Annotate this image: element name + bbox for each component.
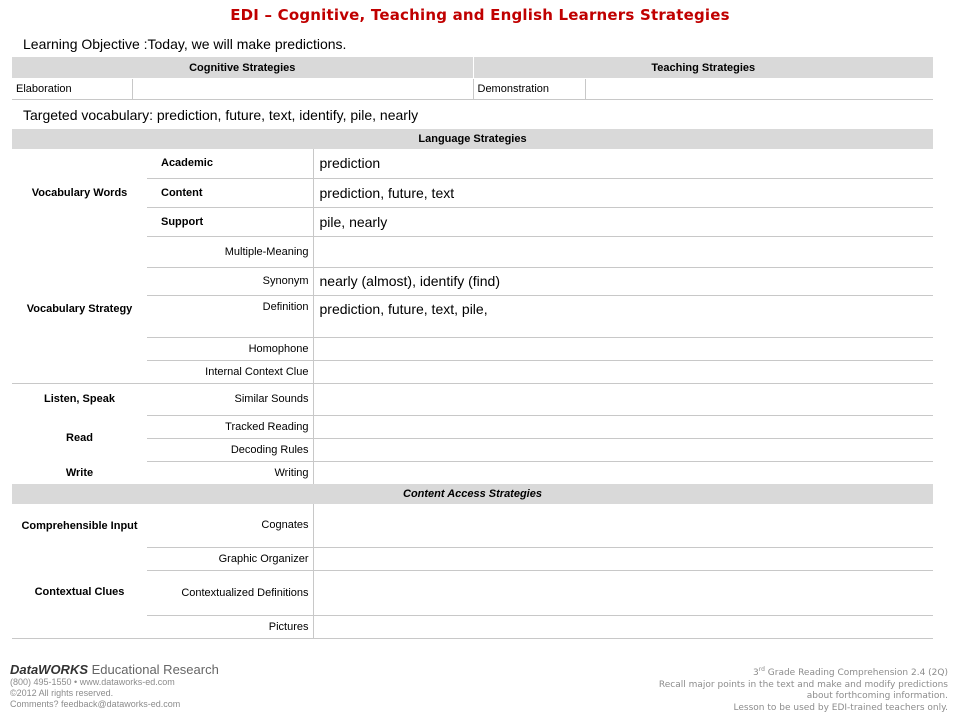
dataworks-logo [10, 662, 219, 677]
listen-speak-group: Listen, Speak [44, 393, 115, 406]
multiple-meaning-label: Multiple-Meaning [147, 236, 313, 267]
teaching-strategies-header: Teaching Strategies [473, 57, 933, 79]
grade-number: 3 [753, 668, 759, 678]
content-label: Content [147, 178, 313, 207]
definition-value: prediction, future, text, pile, [313, 295, 933, 337]
brand-rest: Educational Research [88, 662, 219, 677]
brand-name: DataWORKS [10, 662, 89, 677]
cognitive-strategy-value: Elaboration [12, 79, 132, 100]
language-strategies-header: Language Strategies [12, 129, 933, 149]
vocabulary-strategy-group: Vocabulary Strategy [12, 236, 147, 383]
pictures-value [313, 615, 933, 638]
language-strategies-table [12, 129, 933, 639]
pictures-label: Pictures [147, 615, 313, 638]
support-value: pile, nearly [313, 207, 933, 236]
multiple-meaning-value [313, 236, 933, 267]
contextual-clues-group: Contextual Clues [12, 547, 147, 638]
academic-label: Academic [147, 149, 313, 178]
contextualized-definitions-label: Contextualized Definitions [147, 570, 313, 615]
tracked-reading-value [313, 415, 933, 438]
writing-label: Writing [147, 461, 313, 484]
learning-objective: Learning Objective :Today, we will make predictions. [23, 36, 347, 52]
usage-note: Lesson to be used by EDI-trained teachers only. [733, 702, 948, 713]
content-value: prediction, future, text [313, 178, 933, 207]
comprehensible-input-group: Comprehensible Input [21, 519, 138, 532]
footer-right [659, 664, 948, 714]
decoding-rules-label: Decoding Rules [147, 438, 313, 461]
vocabulary-words-group: Vocabulary Words [31, 186, 128, 199]
page-title: EDI – Cognitive, Teaching and English Learners Strategies [230, 6, 730, 24]
synonym-value: nearly (almost), identify (find) [313, 267, 933, 295]
grade-standard: Grade Reading Comprehension 2.4 (2Q) [764, 668, 948, 678]
teaching-strategy-value: Demonstration [473, 79, 585, 100]
internal-context-clue-label: Internal Context Clue [147, 360, 313, 383]
decoding-rules-value [313, 438, 933, 461]
cognates-value [313, 504, 933, 547]
synonym-label: Synonym [147, 267, 313, 295]
definition-label: Definition [147, 295, 313, 337]
grade-suffix: rd [758, 666, 765, 673]
homophone-label: Homophone [147, 337, 313, 360]
cognitive-teaching-table [12, 57, 933, 100]
cognitive-strategies-header: Cognitive Strategies [12, 57, 473, 79]
feedback-email: Comments? feedback@dataworks-ed.com [10, 699, 181, 709]
teaching-strategy-blank [585, 79, 933, 100]
internal-context-clue-value [313, 360, 933, 383]
contextualized-definitions-value [313, 570, 933, 615]
writing-value [313, 461, 933, 484]
academic-value: prediction [313, 149, 933, 178]
cognates-label: Cognates [147, 504, 313, 547]
contact-phone-web: (800) 495-1550 • www.dataworks-ed.com [10, 677, 175, 687]
similar-sounds-value [313, 383, 933, 415]
copyright: ©2012 All rights reserved. [10, 688, 114, 698]
cognitive-strategy-blank [132, 79, 473, 100]
homophone-value [313, 337, 933, 360]
tracked-reading-label: Tracked Reading [147, 415, 313, 438]
targeted-vocabulary: Targeted vocabulary: prediction, future, text, identify, pile, nearly [23, 107, 419, 123]
graphic-organizer-label: Graphic Organizer [147, 547, 313, 570]
standard-line-1: Recall major points in the text and make and modify predictions [658, 679, 948, 690]
read-group: Read [66, 432, 93, 444]
footer-left [10, 662, 219, 710]
similar-sounds-label: Similar Sounds [147, 383, 313, 415]
grade-line [659, 664, 948, 680]
graphic-organizer-value [313, 547, 933, 570]
support-label: Support [147, 207, 313, 236]
write-group: Write [65, 466, 94, 479]
content-access-header: Content Access Strategies [12, 484, 933, 504]
standard-line-2: about forthcoming information. [806, 691, 948, 701]
